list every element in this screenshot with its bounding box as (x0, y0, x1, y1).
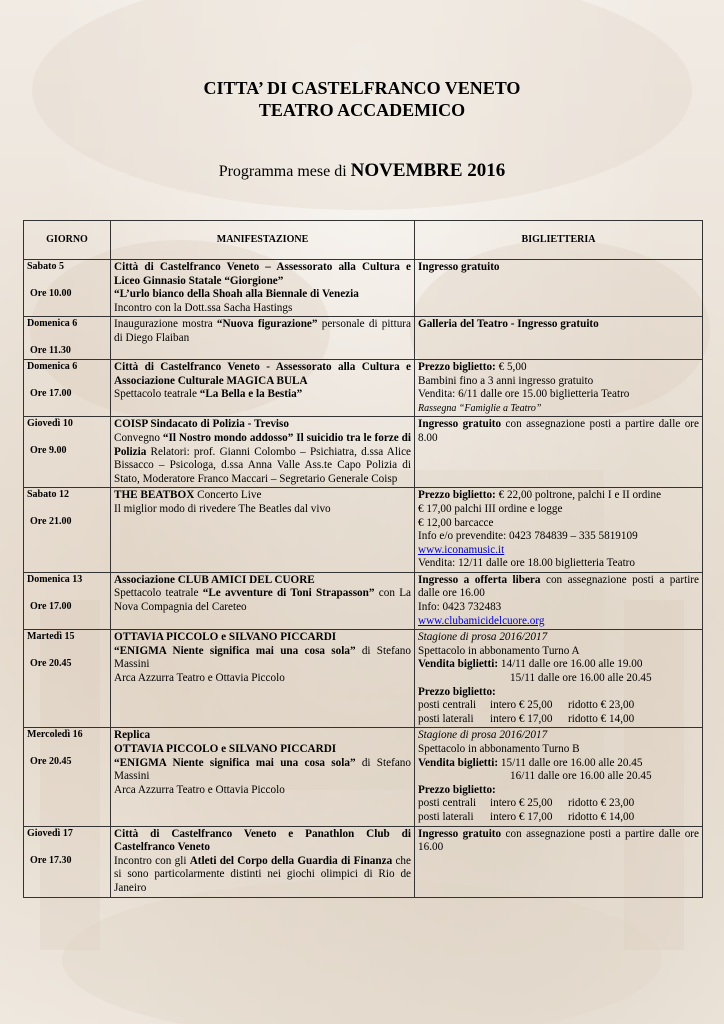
event-time: Ore 17.00 (30, 387, 72, 399)
event-cell (111, 260, 415, 317)
event-company: Arca Azzurra Teatro e Ottavia Piccolo (114, 672, 285, 685)
event-cell (111, 417, 415, 488)
event-cell (111, 317, 415, 360)
season-note: Stagione di prosa 2016/2017 (418, 631, 548, 644)
price-value: € 5,00 (495, 360, 527, 373)
event-title: Atleti del Corpo della Guardia di Finanza (189, 854, 393, 867)
sale-date: 14/11 dalle ore 16.00 alle 19.00 (498, 658, 643, 671)
column-header-giorno: GIORNO (24, 221, 111, 260)
event-cell (111, 572, 415, 629)
event-day: Domenica 13 (27, 573, 83, 585)
event-title: “ENIGMA Niente significa mai una cosa sola” (114, 756, 356, 769)
day-cell (24, 359, 111, 416)
table-row (24, 572, 703, 629)
event-organizer: Città di Castelfranco Veneto – Assessorato alla Cultura e Liceo Ginnasio Statale “Giorgione” (114, 261, 411, 287)
price-label: Prezzo biglietto: (418, 360, 496, 373)
sale-date: 15/11 dalle ore 16.00 alle 20.45 (498, 756, 643, 769)
event-text: Spettacolo teatrale (114, 587, 203, 600)
city-title: CITTA’ DI CASTELFRANCO VENETO (203, 78, 521, 98)
day-cell (24, 317, 111, 360)
event-time: Ore 9.00 (30, 445, 67, 457)
ticket-info: Ingresso gratuito (418, 418, 502, 431)
event-text: che si sono particolarmente distinti nei giochi olimpici di Rio de Janeiro (114, 854, 411, 894)
ticket-line (418, 757, 699, 771)
ticket-line: Spettacolo in abbonamento Turno A (418, 644, 580, 657)
event-day: Mercoledì 16 (27, 729, 83, 741)
event-line (114, 757, 411, 784)
event-time: Ore 21.00 (30, 516, 72, 528)
event-day: Domenica 6 (27, 360, 78, 372)
event-time: Ore 17.00 (30, 600, 72, 612)
ticket-cell (415, 260, 703, 317)
ticket-cell (415, 359, 703, 416)
ticket-info: Ingresso gratuito (418, 261, 500, 273)
sale-date: 15/11 dalle ore 16.00 alle 20.45 (510, 672, 652, 685)
event-title: “Il Nostro mondo addosso” Il suicidio tra le forze di Polizia (114, 431, 411, 458)
ticket-line: € 17,00 palchi III ordine e logge (418, 502, 563, 515)
day-cell (24, 826, 111, 897)
event-title: “La Bella e la Bestia” (199, 388, 303, 401)
theatre-title: TEATRO ACCADEMICO (258, 100, 466, 120)
event-cell (111, 359, 415, 416)
full-price: intero € 17,00 (490, 810, 553, 823)
table-row (24, 260, 703, 317)
event-cell (111, 728, 415, 826)
sale-label: Vendita biglietti: (418, 658, 499, 671)
table-row (24, 359, 703, 416)
ticket-line (418, 361, 699, 375)
day-cell (24, 630, 111, 728)
seat-type: posti centrali (418, 797, 477, 810)
price-row (418, 713, 699, 727)
reduced-price: ridotto € 23,00 (568, 797, 635, 810)
event-cell (111, 826, 415, 897)
event-day: Giovedì 17 (27, 827, 73, 839)
day-cell (24, 260, 111, 317)
ticket-line: Info: 0423 732483 (418, 601, 502, 614)
seat-type: posti laterali (418, 810, 474, 823)
event-line (114, 489, 411, 503)
ticket-info: Galleria del Teatro - Ingresso gratuito (418, 318, 599, 331)
event-organizer: COISP Sindacato di Polizia - Treviso (114, 418, 289, 431)
table-row (24, 317, 703, 360)
reduced-price: ridotto € 14,00 (568, 810, 635, 823)
ticket-info: Ingresso gratuito (418, 827, 502, 840)
event-day: Giovedì 10 (27, 418, 73, 430)
sale-date: 16/11 dalle ore 16.00 alle 20.45 (510, 770, 652, 783)
event-text: Spettacolo teatrale (114, 388, 200, 401)
event-text: di Stefano Massini (114, 644, 411, 671)
ticket-cell (415, 317, 703, 360)
full-price: intero € 17,00 (490, 712, 553, 725)
event-title: “Le avventure di Toni Strapasson” (202, 587, 375, 600)
price-value: € 22,00 poltrone, palchi I e II ordine (495, 489, 662, 502)
ticket-cell (415, 572, 703, 629)
event-day: Martedì 15 (27, 631, 75, 643)
event-text: Convegno (114, 431, 163, 444)
price-label: Prezzo biglietto: (418, 489, 496, 502)
event-line (114, 587, 411, 614)
reduced-price: ridotto € 14,00 (568, 712, 635, 725)
price-row (418, 811, 699, 825)
ticket-cell (415, 826, 703, 897)
ticket-text: con assegnazione posti a partire dalle ore 8.00 (418, 418, 699, 444)
reduced-price: ridotto € 23,00 (568, 699, 635, 712)
ticket-line: Vendita: 6/11 dalle ore 15.00 biglietteria Teatro (418, 388, 630, 401)
event-line (114, 432, 411, 486)
event-organizer: Associazione CLUB AMICI DEL CUORE (114, 573, 315, 586)
event-title: “Nuova figurazione” (216, 318, 318, 331)
ticket-text: con assegnazione posti a partire dalle ore 16.00 (418, 573, 699, 600)
ticket-text: con assegnazione posti a partire dalle ore 16.00 (418, 827, 699, 854)
table-row (24, 728, 703, 826)
ticket-line: Bambini fino a 3 anni ingresso gratuito (418, 374, 594, 387)
event-text: Incontro con gli (114, 854, 190, 867)
seat-type: posti centrali (418, 699, 477, 712)
replica-label: Replica (114, 729, 151, 742)
event-day: Sabato 5 (27, 261, 64, 272)
program-subtitle (0, 160, 724, 182)
event-day: Sabato 12 (27, 489, 69, 501)
event-time: Ore 10.00 (30, 288, 72, 299)
price-row (418, 797, 699, 811)
event-line (114, 645, 411, 672)
day-cell (24, 417, 111, 488)
event-text: con La Nova Compagnia del Careteo (114, 587, 411, 614)
event-time: Ore 20.45 (30, 658, 72, 670)
website-link[interactable]: www.clubamicidelcuore.org (418, 614, 545, 627)
event-organizer: Città di Castelfranco Veneto - Assessorato alla Cultura e Associazione Culturale MAGICA BULA (114, 360, 411, 387)
ticket-line (418, 658, 699, 672)
event-cell (111, 488, 415, 573)
event-text: personale di pittura di Diego Flaiban (114, 318, 411, 344)
event-title: THE BEATBOX (114, 489, 195, 502)
seat-type: posti laterali (418, 712, 474, 725)
ticket-line: Info e/o prevendite: 0423 784839 – 335 5819109 (418, 530, 638, 543)
table-row (24, 488, 703, 573)
subtitle-month: NOVEMBRE 2016 (350, 160, 506, 181)
event-text: di Stefano Massini (114, 756, 411, 783)
event-text: Concerto Live (194, 489, 262, 502)
event-company: Arca Azzurra Teatro e Ottavia Piccolo (114, 783, 285, 796)
ticket-line: € 12,00 barcacce (418, 516, 494, 529)
table-row (24, 630, 703, 728)
ticket-line (418, 574, 699, 601)
ticket-cell (415, 488, 703, 573)
ticket-cell (415, 728, 703, 826)
day-cell (24, 728, 111, 826)
full-price: intero € 25,00 (490, 699, 553, 712)
event-performers: OTTAVIA PICCOLO e SILVANO PICCARDI (114, 631, 337, 644)
season-note: Stagione di prosa 2016/2017 (418, 729, 548, 742)
website-link[interactable]: www.iconamusic.it (418, 543, 505, 556)
event-line (114, 855, 411, 896)
column-header-manifestazione: MANIFESTAZIONE (111, 221, 415, 260)
ticket-line (418, 489, 699, 503)
subtitle-prefix: Programma mese di (218, 163, 351, 180)
event-text: Relatori: prof. Gianni Colombo – Psichiatra, d.ssa Alice Bissacco – Psicologa, d.ssa Anna Valle Ass.te Capo Polizia di Stato, Moderatore Franco Maccari – Segretario Generale Coisp (114, 445, 411, 485)
series-note: Rassegna “Famiglie a Teatro” (418, 402, 542, 414)
day-cell (24, 572, 111, 629)
price-label: Prezzo biglietto: (418, 685, 496, 698)
table-row (24, 417, 703, 488)
event-title: “L’urlo bianco della Shoah alla Biennale di Venezia (114, 288, 359, 301)
table-row (24, 826, 703, 897)
day-cell (24, 488, 111, 573)
event-time: Ore 11.30 (30, 345, 71, 357)
sale-label: Vendita biglietti: (418, 756, 499, 769)
price-row (418, 699, 699, 713)
event-description: Il miglior modo di rivedere The Beatles dal vivo (114, 502, 331, 515)
event-line (114, 388, 411, 402)
program-table (23, 220, 703, 898)
event-time: Ore 17.30 (30, 854, 72, 866)
ticket-cell (415, 630, 703, 728)
event-time: Ore 20.45 (30, 756, 72, 768)
event-description: Incontro con la Dott.ssa Sacha Hastings (114, 301, 293, 314)
ticket-line: Spettacolo in abbonamento Turno B (418, 743, 580, 755)
column-header-biglietteria: BIGLIETTERIA (415, 221, 703, 260)
price-label: Prezzo biglietto: (418, 783, 496, 796)
table-header-row (24, 221, 703, 260)
event-cell (111, 630, 415, 728)
event-performers: OTTAVIA PICCOLO e SILVANO PICCARDI (114, 743, 337, 755)
ticket-cell (415, 417, 703, 488)
ticket-line: Vendita: 12/11 dalle ore 18.00 biglietteria Teatro (418, 557, 635, 570)
event-title: “ENIGMA Niente significa mai una cosa sola” (114, 644, 356, 657)
ticket-info: Ingresso a offerta libera (418, 573, 541, 586)
full-price: intero € 25,00 (490, 797, 553, 810)
event-day: Domenica 6 (27, 318, 78, 330)
event-organizer: Città di Castelfranco Veneto e Panathlon Club di Castelfranco Veneto (114, 827, 411, 854)
event-text: Inaugurazione mostra (114, 318, 217, 331)
